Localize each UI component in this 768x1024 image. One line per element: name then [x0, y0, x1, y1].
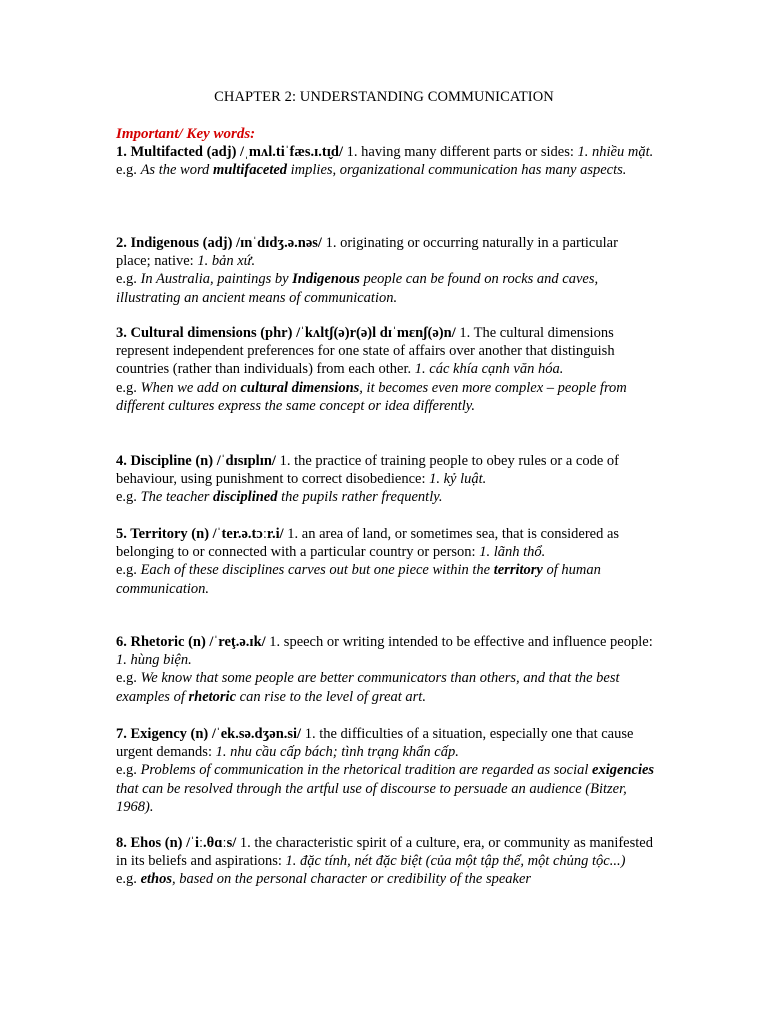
- example-term: Indigenous: [292, 271, 360, 288]
- page-title: CHAPTER 2: UNDERSTANDING COMMUNICATION: [214, 89, 554, 105]
- example-pre: We know that some people are better communicators than others, and that the best examples of: [116, 670, 620, 705]
- key-words-heading: Important/ Key words:: [116, 126, 256, 142]
- entry-def-text: 1. the difficulties of a situation, especially one that cause urgent demands:: [116, 726, 634, 761]
- example-pre: As the word: [140, 162, 213, 179]
- example-term: territory: [493, 562, 543, 579]
- entry-def-text: 1. having many different parts or sides:: [343, 144, 578, 160]
- entry-definition: [116, 725, 656, 761]
- eg-label: e.g.: [116, 562, 137, 579]
- entry-term: 8. Ehos (n) /ˈiː.θɑːs/: [116, 835, 237, 851]
- entry-def-text: 1. originating or occurring naturally in a particular place; native:: [116, 235, 618, 270]
- entry-definition: [116, 143, 656, 161]
- entry-example: [116, 161, 656, 179]
- vocab-entry: [116, 143, 656, 179]
- entry-term: 6. Rhetoric (n) /ˈreţ.ə.ɪk/: [116, 634, 266, 650]
- eg-label: e.g.: [116, 271, 137, 288]
- example-post: , based on the personal character or credibility of the speaker: [171, 871, 532, 888]
- example-term: multifaceted: [212, 162, 288, 179]
- entry-example: [116, 561, 656, 597]
- eg-label: e.g.: [116, 379, 137, 396]
- entry-example: [116, 488, 656, 506]
- example-pre: When we add on: [140, 379, 241, 396]
- entry-definition: [116, 234, 656, 270]
- example-pre: Problems of communication in the rhetorical tradition are regarded as social: [140, 762, 593, 779]
- entry-translation: 1. nhu cầu cấp bách; tình trạng khẩn cấp.: [215, 744, 459, 761]
- example-post: of human communication.: [116, 562, 601, 597]
- entry-example: [116, 379, 656, 415]
- example-pre: In Australia, paintings by: [140, 271, 293, 288]
- entry-term: 1. Multifacted (adj) /ˌmʌl.tiˈfæs.ɪ.tɪ̬d/: [116, 144, 344, 160]
- entry-translation: 1. nhiều mặt.: [577, 144, 654, 160]
- entry-term: 3. Cultural dimensions (phr) /ˈkʌltʃ(ə)r(ə)l dɪˈmɛnʃ(ə)n/: [116, 325, 456, 341]
- entry-translation: 1. bản xứ.: [197, 253, 256, 270]
- entry-definition: [116, 633, 656, 669]
- entry-definition: [116, 324, 656, 379]
- example-post: , it becomes even more complex – people from different cultures express the same concept or idea differently.: [116, 379, 627, 414]
- entry-def-text: 1. The cultural dimensions represent independent preferences for one state of affairs over another that distinguish countries (rather than individuals) from each other.: [116, 325, 615, 378]
- entry-example: [116, 870, 656, 888]
- entry-def-text: 1. the practice of training people to obey rules or a code of behaviour, using punishment to correct disobedience:: [116, 453, 620, 488]
- vocab-entry: [116, 452, 656, 507]
- example-post: that can be resolved through the artful use of discourse to persuade an audience (Bitzer, 1968).: [116, 780, 627, 815]
- entry-term: 7. Exigency (n) /ˈek.sə.dʒən.si/: [116, 726, 302, 742]
- entry-def-text: 1. an area of land, or sometimes sea, that is considered as belonging to or connected with a particular country or person:: [116, 526, 620, 561]
- eg-label: e.g.: [116, 670, 137, 687]
- vocab-entry: [116, 834, 656, 889]
- example-term: cultural dimensions: [240, 379, 360, 396]
- eg-label: e.g.: [116, 162, 137, 179]
- eg-label: e.g.: [116, 762, 137, 779]
- example-term: disciplined: [213, 489, 278, 506]
- example-post: people can be found on rocks and caves, illustrating an ancient means of communication.: [116, 271, 599, 306]
- example-term: rhetoric: [188, 688, 237, 705]
- example-post: implies, organizational communication has many aspects.: [287, 162, 627, 179]
- example-term: exigencies: [592, 762, 655, 779]
- entry-translation: 1. lãnh thổ.: [479, 544, 546, 561]
- entry-example: [116, 761, 656, 816]
- vocab-entry: [116, 234, 656, 307]
- example-term: ethos: [140, 871, 172, 888]
- example-pre: The teacher: [140, 489, 214, 506]
- entry-term: 5. Territory (n) /ˈter.ə.tɔːr.i/: [116, 526, 284, 542]
- entry-translation: 1. hùng biện.: [116, 652, 192, 669]
- entry-definition: [116, 452, 656, 488]
- entry-definition: [116, 834, 656, 870]
- entry-translation: 1. các khía cạnh văn hóa.: [414, 361, 564, 378]
- entry-def-text: 1. speech or writing intended to be effective and influence people:: [265, 634, 653, 650]
- entry-example: [116, 669, 656, 705]
- example-pre: Each of these disciplines carves out but one piece within the: [140, 562, 494, 579]
- entry-definition: [116, 525, 656, 561]
- eg-label: e.g.: [116, 871, 137, 888]
- entry-term: 2. Indigenous (adj) /ɪnˈdɪdʒ.ə.nəs/: [116, 235, 322, 251]
- example-post: can rise to the level of great art.: [236, 688, 426, 705]
- vocab-entry: [116, 633, 656, 706]
- vocab-entry: [116, 525, 656, 598]
- vocab-entry: [116, 725, 656, 816]
- entry-translation: 1. đặc tính, nét đặc biệt (của một tập thể, một chủng tộc...): [285, 853, 626, 870]
- vocab-entry: [116, 324, 656, 415]
- example-post: the pupils rather frequently.: [277, 489, 443, 506]
- entry-translation: 1. kỷ luật.: [429, 471, 487, 488]
- entry-example: [116, 270, 656, 306]
- entry-term: 4. Discipline (n) /ˈdɪsɪplɪn/: [116, 453, 276, 469]
- entry-def-text: 1. the characteristic spirit of a culture, era, or community as manifested in its beliefs and aspirations:: [116, 835, 653, 870]
- eg-label: e.g.: [116, 489, 137, 506]
